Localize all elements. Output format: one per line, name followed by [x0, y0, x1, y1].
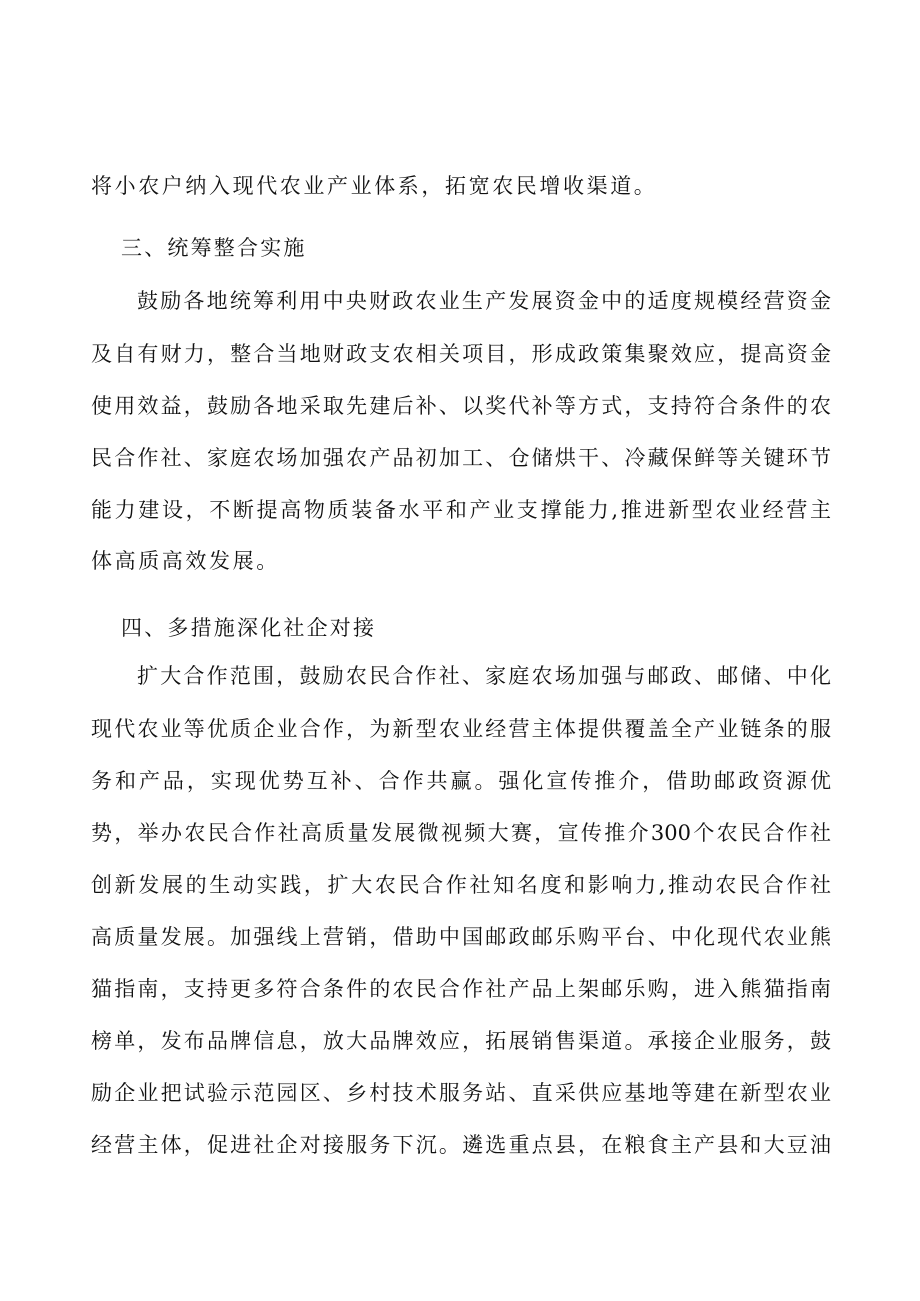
paragraph-line: 民合作社、家庭农场加强农产品初加工、仓储烘干、冷藏保鲜等关键环节	[91, 446, 831, 470]
paragraph-line: 体高质高效发展。	[91, 549, 280, 573]
section-heading-4: 四、多措施深化社企对接	[121, 616, 377, 640]
paragraph-line: 经营主体，促进社企对接服务下沉。遴选重点县，在粮食主产县和大豆油	[91, 1133, 831, 1157]
paragraph-line: 能力建设，不断提高物质装备水平和产业支撑能力,推进新型农业经营主	[91, 498, 831, 522]
paragraph-line: 势，举办农民合作社高质量发展微视频大赛，宣传推介300个农民合作社	[91, 821, 831, 845]
paragraph-line: 创新发展的生动实践，扩大农民合作社知名度和影响力,推动农民合作社	[91, 873, 831, 897]
paragraph-line: 务和产品，实现优势互补、合作共赢。强化宣传推介，借助邮政资源优	[91, 769, 831, 793]
paragraph-line: 及自有财力，整合当地财政支农相关项目，形成政策集聚效应，提高资金	[91, 342, 831, 366]
paragraph-line: 猫指南，支持更多符合条件的农民合作社产品上架邮乐购，进入熊猫指南	[91, 977, 831, 1001]
paragraph-line: 鼓励各地统筹利用中央财政农业生产发展资金中的适度规模经营资金	[137, 289, 831, 313]
paragraph-line: 励企业把试验示范园区、乡村技术服务站、直采供应基地等建在新型农业	[91, 1081, 831, 1105]
section-heading-3: 三、统筹整合实施	[121, 236, 307, 260]
paragraph-line: 使用效益，鼓励各地采取先建后补、以奖代补等方式，支持符合条件的农	[91, 394, 831, 418]
paragraph-line: 高质量发展。加强线上营销，借助中国邮政邮乐购平台、中化现代农业熊	[91, 925, 831, 949]
paragraph-line: 扩大合作范围，鼓励农民合作社、家庭农场加强与邮政、邮储、中化	[137, 664, 831, 688]
paragraph-line: 现代农业等优质企业合作，为新型农业经营主体提供覆盖全产业链条的服	[91, 717, 831, 741]
paragraph-line: 将小农户纳入现代农业产业体系，拓宽农民增收渠道。	[91, 174, 658, 198]
paragraph-line: 榜单，发布品牌信息，放大品牌效应，拓展销售渠道。承接企业服务，鼓	[91, 1029, 831, 1053]
